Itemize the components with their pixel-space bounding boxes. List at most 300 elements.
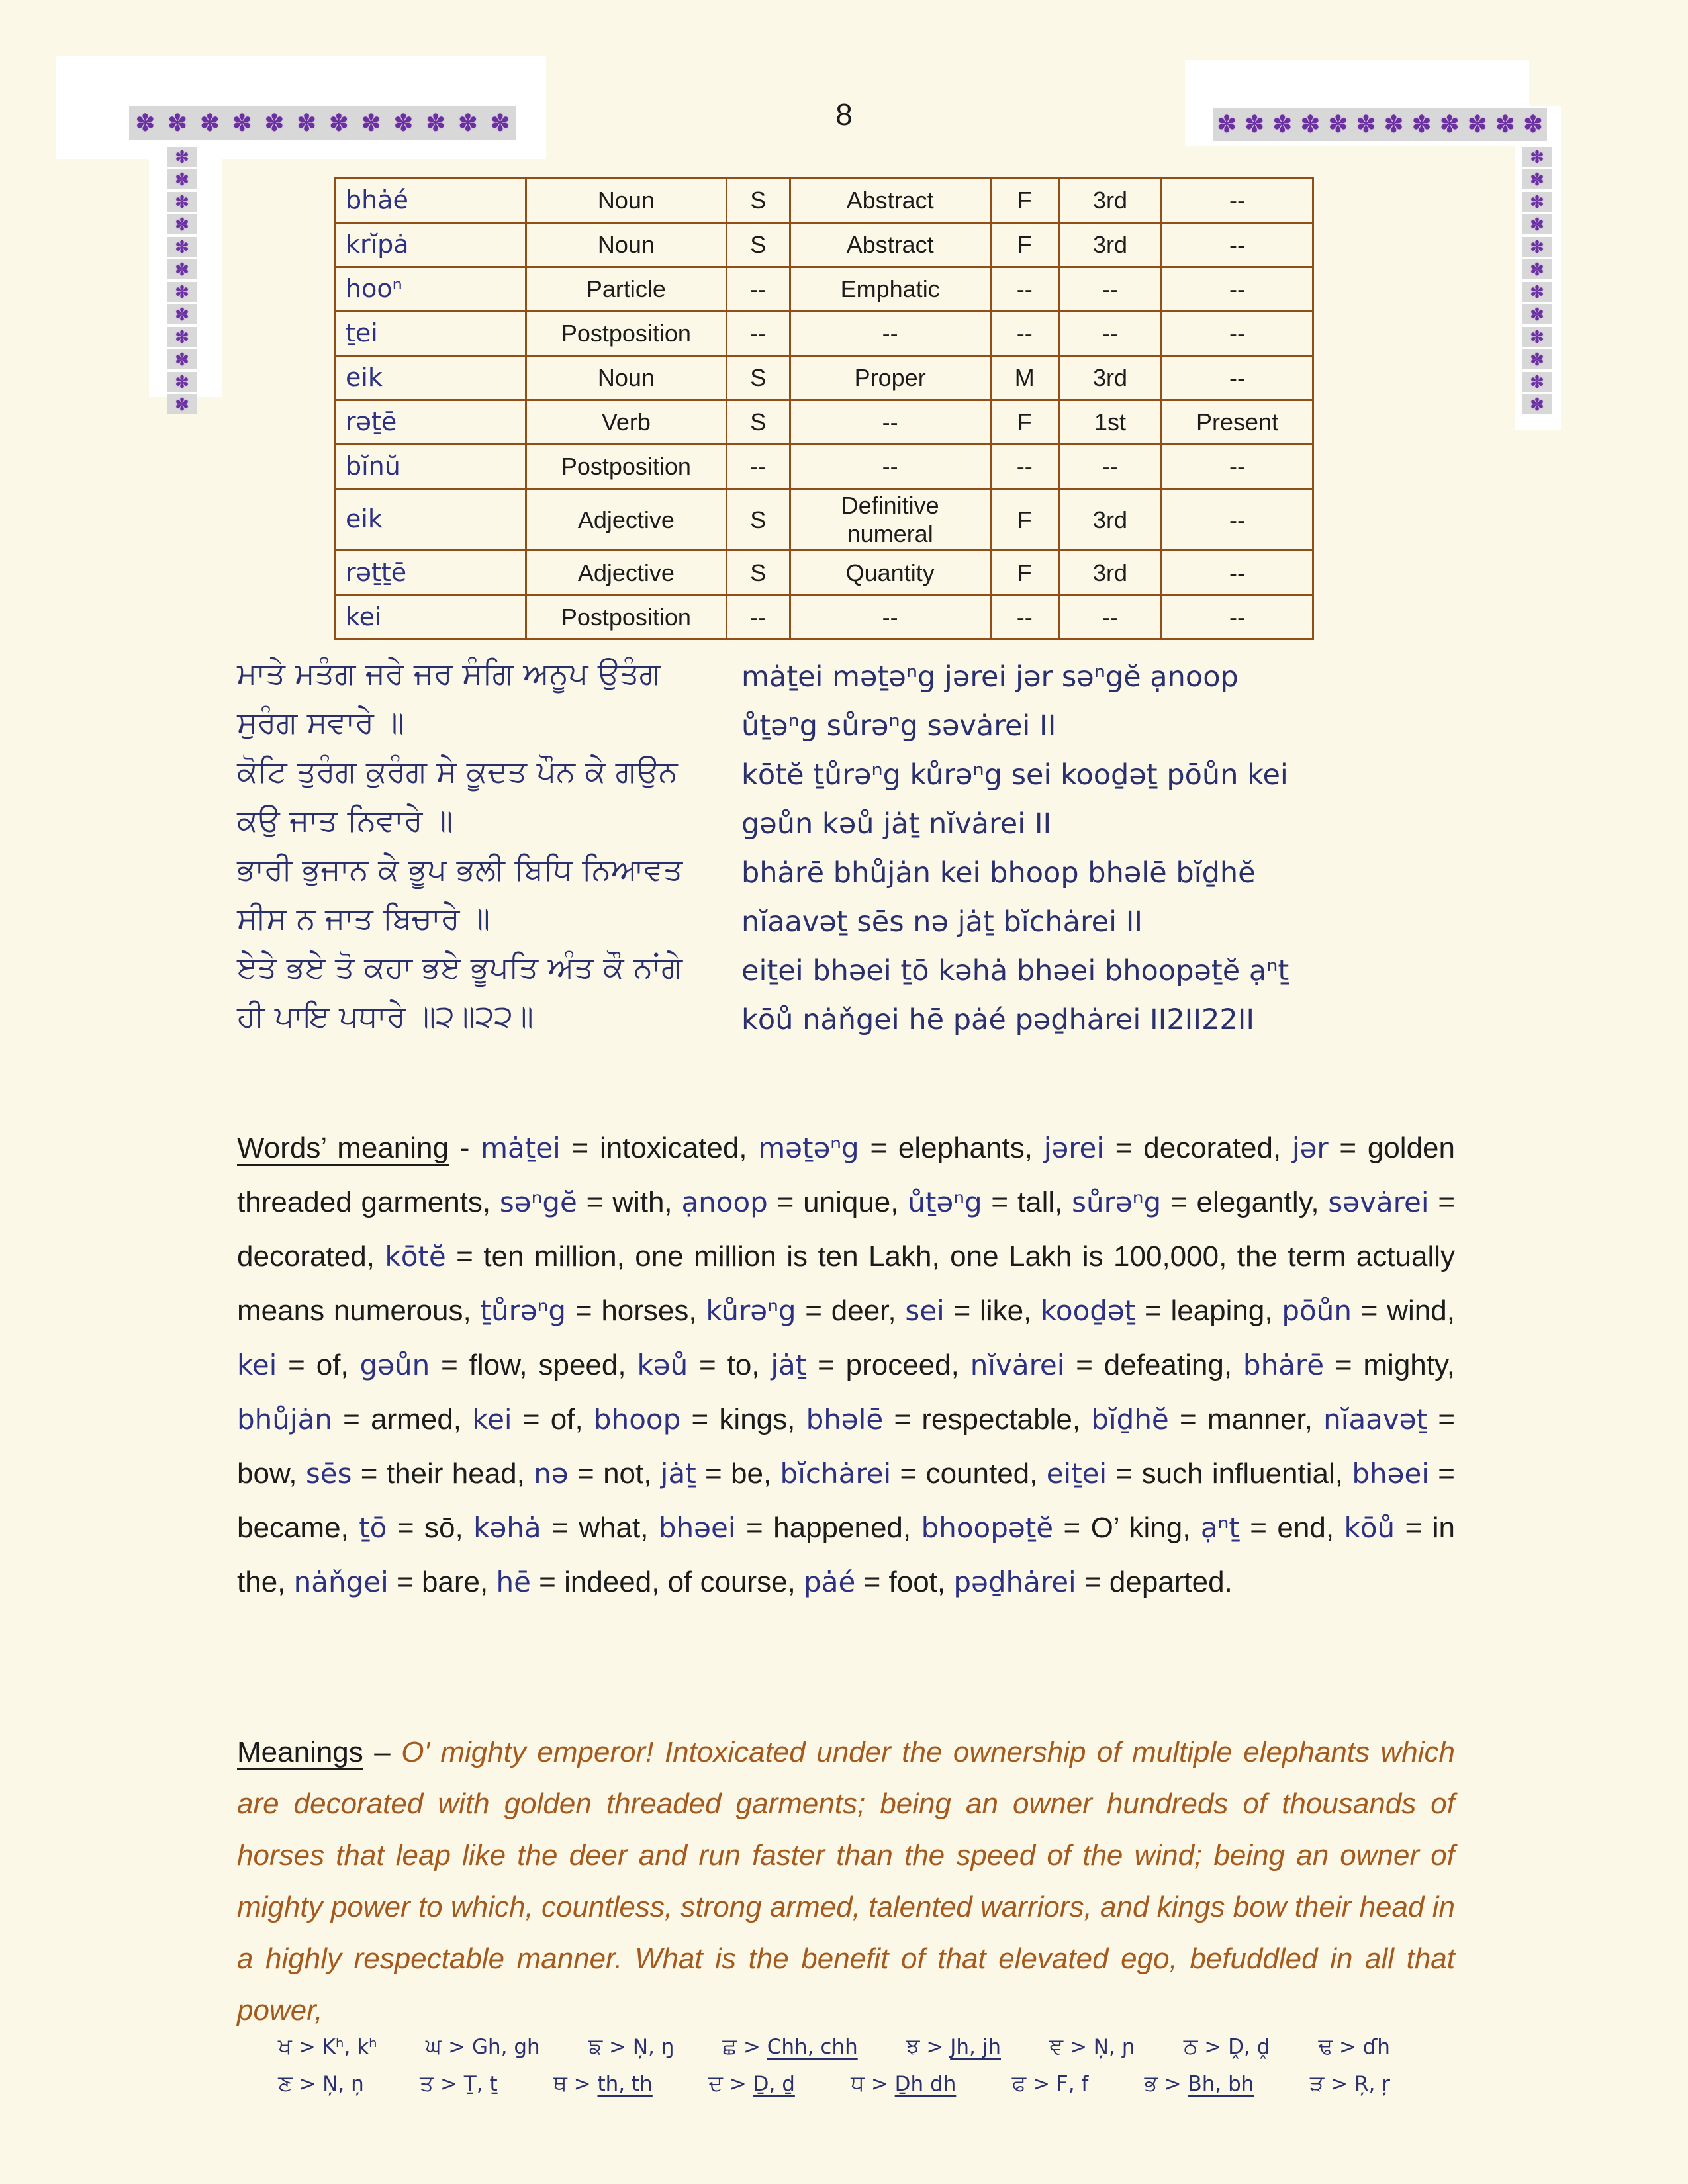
flower-ornament-icon: ✽	[167, 109, 188, 136]
meaning-definition: end,	[1277, 1512, 1344, 1544]
transliteration-line: gəůn kəů jȧṯ nĭvȧrei II	[741, 807, 1052, 841]
meaning-definition: wind,	[1387, 1295, 1455, 1327]
cell-number: S	[726, 356, 790, 400]
legend-entry	[588, 2033, 675, 2060]
cell-word: bĭnŭ	[336, 445, 526, 489]
cell-gender: --	[990, 267, 1058, 312]
meaning-term: sůrəⁿg	[1072, 1186, 1162, 1218]
legend-separator: >	[1324, 2072, 1354, 2097]
ornament-column-right	[1522, 147, 1552, 414]
legend-entry	[420, 2070, 498, 2097]
cell-gender: F	[990, 400, 1058, 445]
legend-separator: >	[864, 2072, 895, 2097]
meaning-term: bhəei	[658, 1512, 736, 1544]
meaning-term: nȧňgei	[293, 1566, 389, 1598]
meaning-term: hē	[496, 1566, 531, 1598]
equals-sign: =	[982, 1186, 1017, 1218]
flower-ornament-icon: ✽	[1530, 214, 1544, 234]
equals-sign: =	[1076, 1566, 1109, 1598]
legend-separator: >	[292, 2072, 323, 2097]
meaning-definition: intoxicated,	[599, 1132, 759, 1164]
cell-pos: Particle	[526, 267, 727, 312]
flower-ornament-icon: ✽	[1272, 111, 1293, 138]
meaning-definition: horses,	[601, 1295, 706, 1327]
flower-tile	[167, 349, 197, 369]
meaning-term: pȧé	[804, 1566, 856, 1598]
cell-word: ṯei	[336, 312, 526, 356]
table-row	[336, 595, 1313, 639]
cell-type: Proper	[790, 356, 990, 400]
meaning-term: bhoop	[593, 1403, 681, 1435]
transliteration-line: nĭaavəṯ sēs nə jȧṯ bĭchȧrei II	[741, 905, 1143, 938]
flower-ornament-icon: ✽	[1495, 111, 1515, 138]
flower-ornament-icon: ✽	[297, 109, 317, 136]
meaning-definition: departed.	[1109, 1566, 1233, 1598]
flower-ornament-icon: ✽	[175, 147, 189, 167]
meaning-term: bhəlē	[806, 1403, 884, 1435]
flower-tile	[1522, 282, 1552, 302]
legend-entry	[426, 2033, 540, 2060]
flower-tile	[1522, 169, 1552, 189]
meaning-term: bĭchȧrei	[780, 1457, 892, 1490]
cell-number: --	[726, 267, 790, 312]
legend-entry	[1310, 2070, 1390, 2097]
cell-pos: Noun	[526, 223, 727, 267]
equals-sign: =	[1429, 1186, 1456, 1218]
transliteration-line: kōů nȧňgei hē pȧé pəḏhȧrei II2II22II	[741, 1003, 1255, 1036]
flower-ornament-icon: ✽	[175, 349, 189, 369]
legend-entry	[278, 2070, 364, 2097]
legend-gurmukhi-letter: ਝ	[906, 2033, 920, 2059]
table-row	[336, 445, 1313, 489]
flower-ornament-icon: ✽	[1300, 111, 1321, 138]
legend-entry	[278, 2033, 377, 2060]
meanings-separator: –	[363, 1736, 402, 1768]
meaning-term: ạnoop	[681, 1186, 768, 1218]
flower-tile	[1522, 349, 1552, 369]
cell-tense: --	[1162, 179, 1313, 223]
equals-sign: =	[387, 1512, 424, 1544]
cell-person: 1st	[1058, 400, 1161, 445]
meaning-term: kůrəⁿg	[706, 1295, 796, 1327]
flower-tile	[1522, 237, 1552, 257]
equals-sign: =	[577, 1186, 613, 1218]
ornament-column-left	[167, 147, 197, 414]
legend-roman: Kʰ, kʰ	[322, 2035, 377, 2059]
cell-type: --	[790, 595, 990, 639]
flower-tile	[1522, 372, 1552, 392]
legend-gurmukhi-letter: ਥ	[553, 2070, 567, 2097]
legend-entry	[708, 2070, 795, 2097]
flower-ornament-icon: ✽	[1439, 111, 1460, 138]
meaning-term: kei	[237, 1349, 277, 1381]
legend-entry	[1012, 2070, 1089, 2097]
equals-sign: =	[352, 1457, 387, 1490]
gurmukhi-line: ਭਾਰੀ ਭੁਜਾਨ ਕੇ ਭੂਪ ਭਲੀ ਬਿਧਿ ਨਿਆਵਤ	[237, 851, 683, 887]
meaning-definition: golden threaded garments,	[237, 1132, 1455, 1218]
meaning-definition: unique,	[803, 1186, 908, 1218]
flower-ornament-icon: ✽	[175, 259, 189, 279]
meaning-term: səⁿgĕ	[499, 1186, 577, 1218]
legend-separator: >	[722, 2072, 753, 2097]
equals-sign: =	[1427, 1403, 1456, 1435]
equals-sign: =	[1161, 1186, 1197, 1218]
meaning-term: sei	[905, 1295, 945, 1327]
words-meaning-separator: -	[449, 1132, 481, 1164]
meaning-definition: not,	[603, 1457, 661, 1490]
flower-ornament-icon: ✽	[199, 109, 220, 136]
legend-separator: >	[1333, 2035, 1363, 2059]
flower-ornament-icon: ✽	[457, 109, 478, 136]
table-row	[336, 551, 1313, 595]
equals-sign: =	[696, 1457, 731, 1490]
meaning-term: ạⁿṯ	[1200, 1512, 1240, 1544]
cell-word: eik	[336, 489, 526, 551]
meaning-definition: indeed, of course,	[564, 1566, 804, 1598]
legend-separator: >	[737, 2035, 767, 2059]
legend-roman: Bh, bh	[1188, 2072, 1254, 2097]
flower-ornament-icon: ✽	[393, 109, 414, 136]
meaning-term: gəůn	[359, 1349, 430, 1381]
cell-word: krĭpȧ	[336, 223, 526, 267]
legend-roman: Ḏh dh	[894, 2072, 957, 2097]
legend-row	[278, 2033, 1390, 2060]
equals-sign: =	[566, 1295, 602, 1327]
legend-roman: Jh, jh	[950, 2035, 1001, 2059]
cell-word: rəṯṯē	[336, 551, 526, 595]
flower-ornament-icon: ✽	[1530, 169, 1544, 189]
equals-sign: =	[332, 1403, 371, 1435]
cell-gender: F	[990, 489, 1058, 551]
equals-sign: =	[1239, 1512, 1278, 1544]
meanings-text: O' mighty emperor! Intoxicated under the ownership of multiple elephants which are decorated with golden threaded garments; being an owner hundreds of thousands of horses that leap like the deer and run faster than the speed of the wind; being an owner of mighty power to which, countless, strong armed, talented warriors, and kings bow their head in a highly respectable manner. What is the benefit of that elevated ego, befuddled in all that power,	[237, 1736, 1456, 2026]
legend-entry	[1049, 2033, 1135, 2060]
gurmukhi-line: ਕਉ ਜਾਤ ਨਿਵਾਰੇ ॥	[237, 802, 453, 838]
table-row	[336, 489, 1313, 551]
flower-tile	[167, 214, 197, 234]
meaning-term: kōtĕ	[385, 1240, 446, 1273]
flower-ornament-icon: ✽	[175, 327, 189, 347]
meaning-definition: bare,	[421, 1566, 496, 1598]
cell-gender: F	[990, 551, 1058, 595]
flower-ornament-icon: ✽	[175, 214, 189, 234]
flower-ornament-icon: ✽	[426, 109, 446, 136]
meaning-term: bhoopəṯĕ	[921, 1512, 1054, 1544]
cell-pos: Postposition	[526, 312, 727, 356]
legend-roman: ɗh	[1362, 2035, 1390, 2059]
transliteration-line: kōtĕ ṯůrəⁿg kůrəⁿg sei kooḏəṯ pōůn kei	[741, 758, 1288, 792]
cell-tense: --	[1162, 223, 1313, 267]
legend-roman: Gh, gh	[471, 2035, 540, 2059]
cell-number: --	[726, 445, 790, 489]
flower-ornament-icon: ✽	[1530, 259, 1544, 279]
meanings-paragraph	[237, 1727, 1455, 2036]
legend-roman: th, th	[597, 2072, 653, 2097]
meaning-definition: to,	[727, 1349, 771, 1381]
cell-person: 3rd	[1058, 356, 1161, 400]
cell-person: 3rd	[1058, 489, 1161, 551]
legend-gurmukhi-letter: ਧ	[851, 2070, 865, 2097]
equals-sign: =	[277, 1349, 316, 1381]
flower-tile	[167, 372, 197, 392]
meaning-term: pōůn	[1282, 1295, 1352, 1327]
flower-ornament-icon: ✽	[1530, 349, 1544, 369]
cell-word: kei	[336, 595, 526, 639]
equals-sign: =	[1395, 1512, 1432, 1544]
equals-sign: =	[512, 1403, 551, 1435]
meaning-definition: kings,	[719, 1403, 806, 1435]
flower-ornament-icon: ✽	[1356, 111, 1376, 138]
cell-word: eik	[336, 356, 526, 400]
legend-gurmukhi-letter: ਤ	[419, 2070, 434, 2097]
flower-tile	[167, 192, 197, 212]
words-meaning-heading: Words’ meaning	[237, 1132, 449, 1164]
equals-sign: =	[530, 1566, 565, 1598]
legend-roman: Ņ, ɲ	[1093, 2035, 1135, 2059]
flower-ornament-icon: ✽	[175, 192, 189, 212]
flower-ornament-icon: ✽	[1216, 111, 1237, 138]
legend-row	[278, 2070, 1390, 2097]
meaning-definition: such influential,	[1141, 1457, 1352, 1490]
flower-tile	[1522, 214, 1552, 234]
words-meaning-paragraph	[237, 1121, 1455, 1610]
equals-sign: =	[1328, 1132, 1368, 1164]
legend-gurmukhi-letter: ਘ	[425, 2033, 442, 2059]
meaning-term: nĭvȧrei	[970, 1349, 1065, 1381]
transliteration-line: bhȧrē bhůjȧn kei bhoop bhəlē bĭḏhĕ	[741, 856, 1256, 889]
cell-type: Abstract	[790, 179, 990, 223]
meaning-term: ṯō	[359, 1512, 387, 1544]
legend-separator: >	[567, 2072, 598, 2097]
meaning-term: bĭḏhĕ	[1091, 1403, 1169, 1435]
equals-sign: =	[560, 1132, 600, 1164]
gurmukhi-line: ਏਤੇ ਭਏ ਤੋ ਕਹਾ ਭਏ ਭੂਪਤਿ ਅੰਤ ਕੌ ਨਾਂਗੇ	[237, 949, 683, 985]
equals-sign: =	[806, 1349, 846, 1381]
flower-ornament-icon: ✽	[328, 109, 349, 136]
gurmukhi-line: ਹੀ ਪਾਇ ਪਧਾਰੇ ॥੨॥੨੨॥	[237, 998, 534, 1034]
equals-sign: =	[541, 1512, 579, 1544]
legend-entry	[851, 2070, 956, 2097]
meaning-term: pəḏhȧrei	[953, 1566, 1076, 1598]
cell-gender: F	[990, 223, 1058, 267]
cell-tense: --	[1162, 551, 1313, 595]
flower-ornament-icon: ✽	[1530, 394, 1544, 414]
cell-word: bhȧé	[336, 179, 526, 223]
flower-tile	[167, 169, 197, 189]
cell-word: rəṯē	[336, 400, 526, 445]
table-row	[336, 223, 1313, 267]
cell-number: --	[726, 595, 790, 639]
legend-separator: >	[919, 2035, 951, 2059]
flower-ornament-icon: ✽	[1467, 111, 1487, 138]
meaning-definition: counted,	[925, 1457, 1047, 1490]
flower-tile	[167, 394, 197, 414]
cell-person: 3rd	[1058, 223, 1161, 267]
meaning-term: mȧṯei	[481, 1132, 561, 1164]
cell-tense: --	[1162, 595, 1313, 639]
meaning-definition: bow,	[237, 1457, 306, 1490]
legend-roman: Ṯ, ṯ	[463, 2072, 498, 2097]
meaning-definition: be,	[731, 1457, 780, 1490]
flower-ornament-icon: ✽	[175, 169, 189, 189]
meaning-term: kəhȧ	[473, 1512, 541, 1544]
legend-gurmukhi-letter: ਢ	[1318, 2033, 1333, 2059]
cell-person: --	[1058, 267, 1161, 312]
flower-ornament-icon: ✽	[1383, 111, 1404, 138]
meaning-term: jərei	[1043, 1132, 1105, 1164]
cell-pos: Noun	[526, 179, 727, 223]
meaning-definition: what,	[579, 1512, 659, 1544]
meaning-definition: O’ king,	[1090, 1512, 1201, 1544]
cell-pos: Postposition	[526, 445, 727, 489]
equals-sign: =	[1053, 1512, 1091, 1544]
legend-roman: Ņ, ŋ	[632, 2035, 675, 2059]
flower-ornament-icon: ✽	[1244, 111, 1265, 138]
transliteration-verse	[741, 653, 1289, 1044]
equals-sign: =	[944, 1295, 980, 1327]
flower-tile	[167, 147, 197, 167]
legend-gurmukhi-letter: ਭ	[1144, 2070, 1158, 2097]
legend-entry	[1318, 2033, 1389, 2060]
cell-number: S	[726, 551, 790, 595]
cell-number: S	[726, 179, 790, 223]
table-row	[336, 356, 1313, 400]
equals-sign: =	[859, 1132, 898, 1164]
legend-entry	[722, 2033, 857, 2060]
flower-tile	[1522, 259, 1552, 279]
gurmukhi-line: ਕੋਟਿ ਤੁਰੰਗ ਕੁਰੰਗ ਸੇ ਕੂਦਤ ਪੌਨ ਕੇ ਗਉਨ	[237, 753, 678, 789]
legend-separator: >	[434, 2072, 464, 2097]
words-meaning-entries	[237, 1132, 1455, 1598]
cell-pos: Noun	[526, 356, 727, 400]
meaning-term: jȧṯ	[771, 1349, 807, 1381]
cell-gender: --	[990, 445, 1058, 489]
equals-sign: =	[767, 1186, 804, 1218]
equals-sign: =	[430, 1349, 469, 1381]
legend-separator: >	[1197, 2035, 1229, 2059]
legend-entry	[553, 2070, 653, 2097]
legend-entry	[1184, 2033, 1270, 2060]
legend-gurmukhi-letter: ਙ	[588, 2033, 603, 2059]
meaning-definition: with,	[612, 1186, 682, 1218]
meaning-definition: defeating,	[1103, 1349, 1243, 1381]
flower-ornament-icon: ✽	[264, 109, 285, 136]
table-row	[336, 312, 1313, 356]
meaning-definition: elegantly,	[1196, 1186, 1329, 1218]
cell-gender: M	[990, 356, 1058, 400]
equals-sign: =	[680, 1403, 720, 1435]
transliteration-line: ůṯəⁿg sůrəⁿg səvȧrei II	[741, 709, 1056, 743]
meaning-definition: like,	[980, 1295, 1041, 1327]
cell-number: S	[726, 223, 790, 267]
equals-sign: =	[1104, 1132, 1144, 1164]
legend-gurmukhi-letter: ੜ	[1309, 2070, 1325, 2097]
cell-gender: --	[990, 312, 1058, 356]
equals-sign: =	[855, 1566, 889, 1598]
cell-gender: F	[990, 179, 1058, 223]
word-analysis-table	[334, 177, 1314, 640]
legend-entry	[906, 2033, 1001, 2060]
cell-tense: --	[1162, 489, 1313, 551]
table-row	[336, 400, 1313, 445]
cell-tense: Present	[1162, 400, 1313, 445]
equals-sign: =	[796, 1295, 831, 1327]
meaning-definition: in the,	[237, 1512, 1455, 1598]
meaning-definition: armed,	[371, 1403, 473, 1435]
legend-separator: >	[602, 2035, 633, 2059]
legend-gurmukhi-letter: ਛ	[722, 2033, 737, 2059]
legend-separator: >	[1063, 2035, 1094, 2059]
gurmukhi-line: ਮਾਤੇ ਮਤੰਗ ਜਰੇ ਜਰ ਸੰਗਿ ਅਨੂਪ ਉਤੰਗ	[237, 655, 661, 691]
cell-pos: Adjective	[526, 489, 727, 551]
cell-person: --	[1058, 445, 1161, 489]
flower-ornament-icon: ✽	[175, 304, 189, 324]
cell-tense: --	[1162, 267, 1313, 312]
meaning-term: səvȧrei	[1328, 1186, 1429, 1218]
meaning-term: ůṯəⁿg	[908, 1186, 982, 1218]
meaning-term: jȧṯ	[660, 1457, 696, 1490]
flower-tile	[1522, 192, 1552, 212]
meaning-definition: respectable,	[921, 1403, 1092, 1435]
cell-type: --	[790, 312, 990, 356]
legend-gurmukhi-letter: ਠ	[1183, 2033, 1198, 2059]
meaning-term: kei	[472, 1403, 512, 1435]
pronunciation-legend	[278, 2033, 1390, 2097]
flower-tile	[1522, 327, 1552, 347]
flower-tile	[1522, 394, 1552, 414]
meaning-term: kooḏəṯ	[1041, 1295, 1136, 1327]
cell-tense: --	[1162, 312, 1313, 356]
meaning-definition: their head,	[386, 1457, 534, 1490]
legend-gurmukhi-letter: ਦ	[708, 2070, 723, 2097]
meaning-definition: foot,	[888, 1566, 954, 1598]
cell-person: --	[1058, 312, 1161, 356]
flower-ornament-icon: ✽	[1530, 147, 1544, 167]
cell-person: --	[1058, 595, 1161, 639]
equals-sign: =	[891, 1457, 926, 1490]
flower-tile	[1522, 147, 1552, 167]
legend-roman: Ḏ, ḏ	[753, 2072, 795, 2097]
flower-tile	[167, 282, 197, 302]
legend-gurmukhi-letter: ਣ	[278, 2070, 293, 2097]
gurmukhi-line: ਸੀਸ ਨ ਜਾਤ ਬਿਚਾਰੇ ॥	[237, 900, 491, 936]
legend-roman: Ņ, ņ	[322, 2072, 364, 2097]
cell-number: S	[726, 489, 790, 551]
gurmukhi-verse	[237, 649, 682, 1040]
meaning-term: bhȧrē	[1243, 1349, 1325, 1381]
meaning-definition: deer,	[831, 1295, 906, 1327]
transliteration-line: eiṯei bhəei ṯō kəhȧ bhəei bhoopəṯĕ ạⁿṯ	[741, 954, 1289, 987]
flower-ornament-icon: ✽	[361, 109, 381, 136]
cell-number: S	[726, 400, 790, 445]
flower-ornament-icon: ✽	[175, 394, 189, 414]
legend-roman: Ŗ, ŗ	[1354, 2072, 1390, 2097]
flower-ornament-icon: ✽	[1530, 327, 1544, 347]
legend-separator: >	[291, 2035, 322, 2059]
equals-sign: =	[1324, 1349, 1364, 1381]
flower-ornament-icon: ✽	[1530, 192, 1544, 212]
flower-ornament-icon: ✽	[490, 109, 510, 136]
equals-sign: =	[883, 1403, 922, 1435]
flower-ornament-icon: ✽	[1530, 304, 1544, 324]
flower-ornament-icon: ✽	[175, 237, 189, 257]
legend-separator: >	[1157, 2072, 1188, 2097]
cell-number: --	[726, 312, 790, 356]
legend-gurmukhi-letter: ਖ	[278, 2033, 292, 2059]
meaning-definition: of,	[316, 1349, 360, 1381]
meaning-term: kōů	[1344, 1512, 1395, 1544]
legend-separator: >	[442, 2035, 472, 2059]
